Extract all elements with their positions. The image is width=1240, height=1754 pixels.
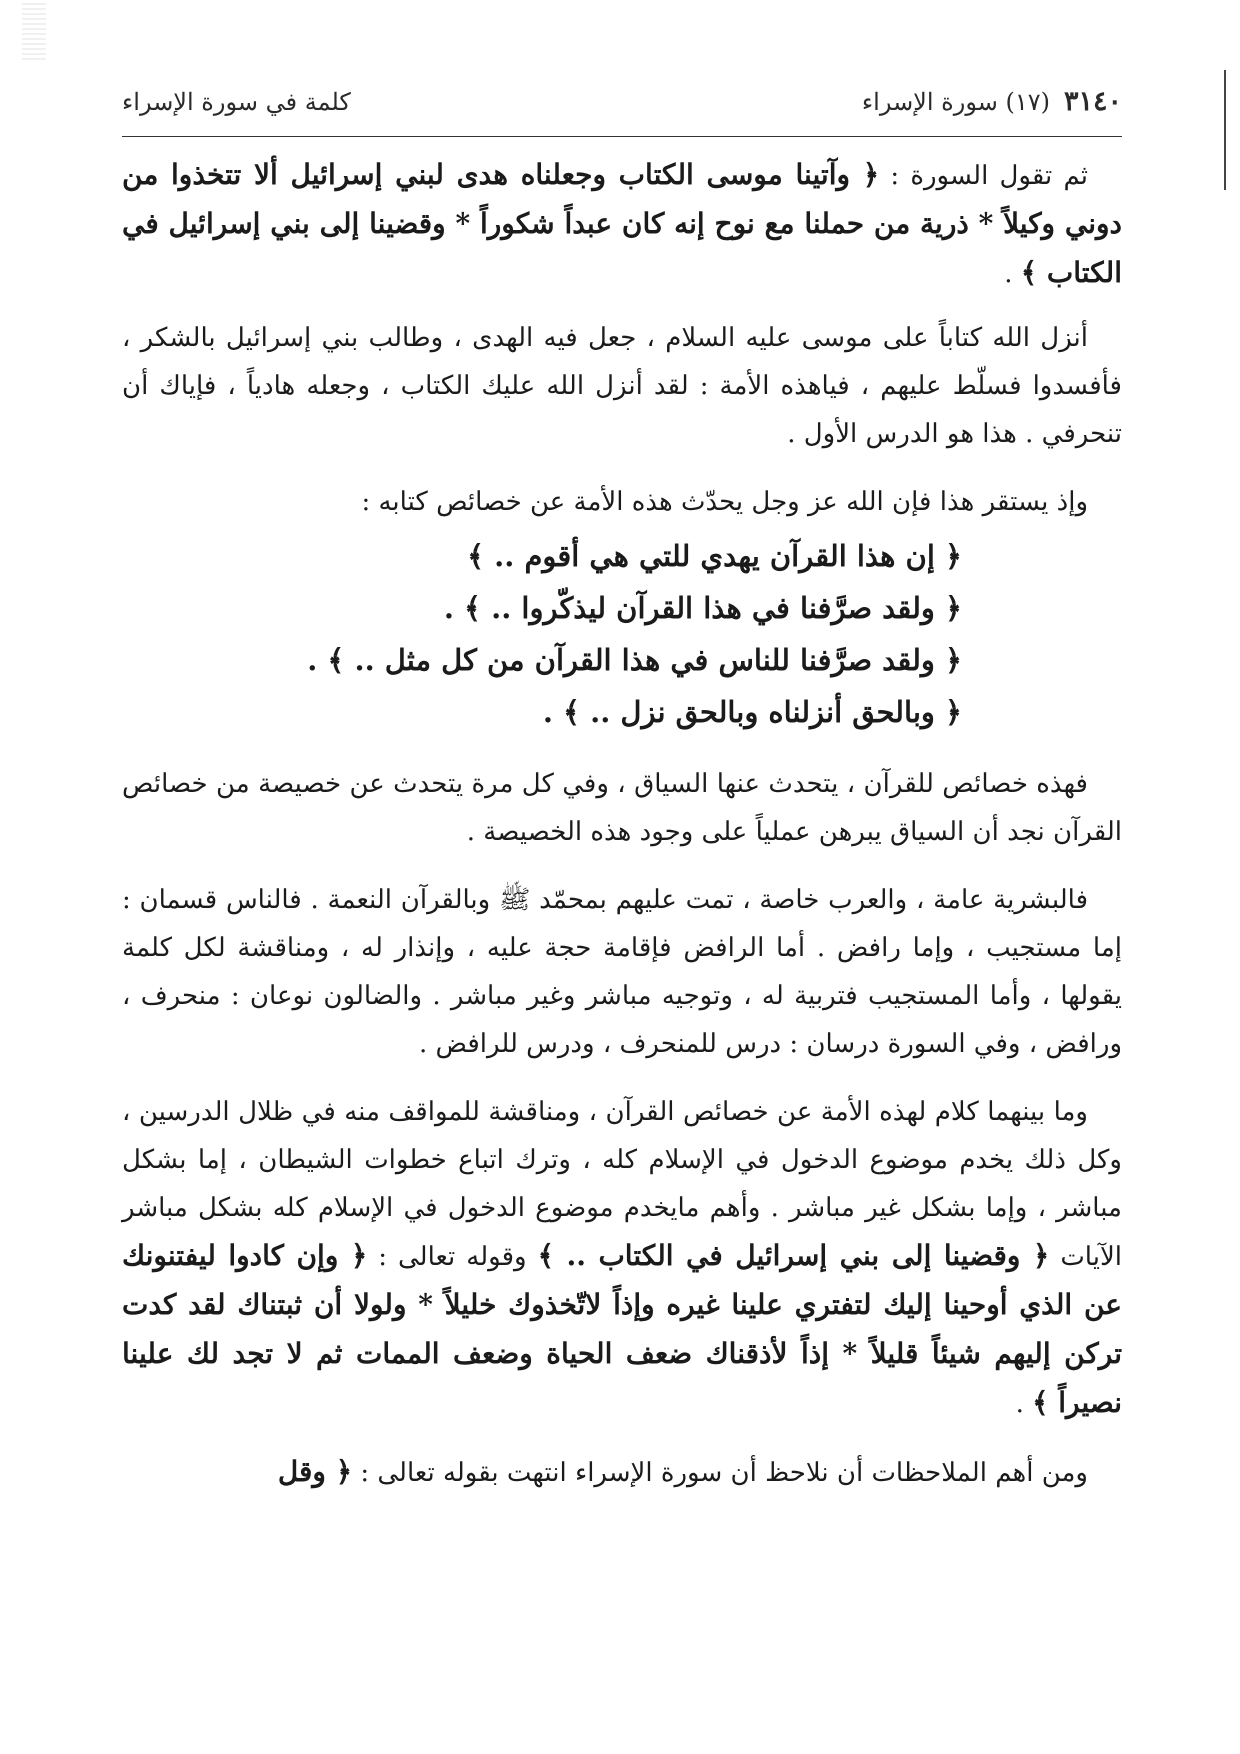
paragraph-2: أنزل الله كتاباً على موسى عليه السلام ، جعل فيه الهدى ، وطالب بني إسرائيل بالشكر ، فأفسدوا فسلّط عليهم ، فياهذه الأمة : لقد أنزل الله عليك الكتاب ، وجعله هادياً ، فإياك أن تنحرفي . هذا هو الدرس الأول . bbox=[122, 323, 1122, 449]
running-title: كلمة في سورة الإسراء bbox=[122, 88, 351, 116]
paragraph-5: فالبشرية عامة ، والعرب خاصة ، تمت عليهم بمحمّد ﷺ وبالقرآن النعمة . فالناس قسمان : إما مستجيب ، وإما رافض . أما الرافض فإقامة حجة عليه ، وإنذار له ، ومناقشة لكل كلمة يقولها ، وأما المستجيب فتربية له ، وتوجيه مباشر وغير مباشر . والضالون نوعان : منحرف ، ورافض ، وفي السورة درسان : درس للمنحرف ، ودرس للرافض . bbox=[122, 885, 1122, 1059]
quran-quote: ﴿ وقل bbox=[277, 1455, 353, 1488]
header-rule bbox=[122, 136, 1122, 137]
quran-quote: ﴿ وإن كادوا ليفتنونك عن الذي أوحينا إليك لتفتري علينا غيره وإذاً لاتّخذوك خليلاً * ولولا أن ثبتناك لقد كدت تركن إليهم شيئاً قليلاً * إذاً لأذقناك ضعف الحياة وضعف الممات ثم لا تجد لك علينا نصيراً ﴾ bbox=[122, 1239, 1122, 1419]
verse-item: ﴿ إن هذا القرآن يهدي للتي هي أقوم .. ﴾ bbox=[467, 539, 962, 573]
book-page bbox=[122, 86, 1122, 1517]
quran-quote: ﴿ وآتينا موسى الكتاب وجعلناه هدى لبني إسرائيل ألا تتخذوا من دوني وكيلاً * ذرية من حملنا مع نوح إنه كان عبداً شكوراً * وقضينا إلى بني إسرائيل في الكتاب ﴾ bbox=[122, 158, 1123, 289]
margin-line bbox=[1224, 70, 1226, 190]
paragraph-1: ثم تقول السورة : ﴿ وآتينا موسى الكتاب وجعلناه هدى لبني إسرائيل ألا تتخذوا من دوني وكيلاً * ذرية من حملنا مع نوح إنه كان عبداً شكوراً * وقضينا إلى بني إسرائيل في الكتاب ﴾ . bbox=[122, 158, 1123, 289]
header-right bbox=[862, 86, 1122, 117]
paragraph-7: ومن أهم الملاحظات أن نلاحظ أن سورة الإسراء انتهت بقوله تعالى : ﴿ وقل bbox=[277, 1455, 1088, 1488]
paragraph-3: وإذ يستقر هذا فإن الله عز وجل يحدّث هذه الأمة عن خصائص كتابه : bbox=[361, 487, 1088, 517]
paragraph-4: فهذه خصائص للقرآن ، يتحدث عنها السياق ، وفي كل مرة يتحدث عن خصيصة من خصائص القرآن نجد أن السياق يبرهن عملياً على وجود هذه الخصيصة . bbox=[122, 769, 1122, 847]
surah-reference: (١٧) سورة الإسراء bbox=[861, 88, 1050, 116]
paragraph-6: وما بينهما كلام لهذه الأمة عن خصائص القرآن ، ومناقشة للمواقف منه في ظلال الدرسين ، وكل ذلك يخدم موضوع الدخول في الإسلام كله ، وترك اتباع خطوات الشيطان ، إما بشكل مباشر ، وإما بشكل غير مباشر . وأهم مايخدم موضوع الدخول في الإسلام كله بشكل مباشر الآيات ﴿ وقضينا إلى بني إسرائيل في الكتاب .. ﴾ وقوله تعالى : ﴿ وإن كادوا ليفتنونك عن الذي أوحينا إليك لتفتري علينا غيره وإذاً لاتّخذوك خليلاً * ولولا أن ثبتناك لقد كدت تركن إليهم شيئاً قليلاً * إذاً لأذقناك ضعف الحياة وضعف الممات ثم لا تجد لك علينا نصيراً ﴾ . bbox=[122, 1097, 1123, 1419]
running-header bbox=[122, 86, 1122, 130]
page-number: ٣١٤٠ bbox=[1063, 86, 1122, 117]
verse-list bbox=[122, 530, 1122, 738]
quran-quote: ﴿ وقضينا إلى بني إسرائيل في الكتاب .. ﴾ bbox=[537, 1239, 1050, 1272]
verse-item: ﴿ ولقد صرَّفنا في هذا القرآن ليذكّروا .. ﴾ . bbox=[443, 591, 962, 625]
verse-item: ﴿ وبالحق أنزلناه وبالحق نزل .. ﴾ . bbox=[542, 695, 962, 729]
verse-item: ﴿ ولقد صرَّفنا للناس في هذا القرآن من كل مثل .. ﴾ . bbox=[307, 643, 962, 677]
scan-artifact bbox=[22, 0, 46, 60]
